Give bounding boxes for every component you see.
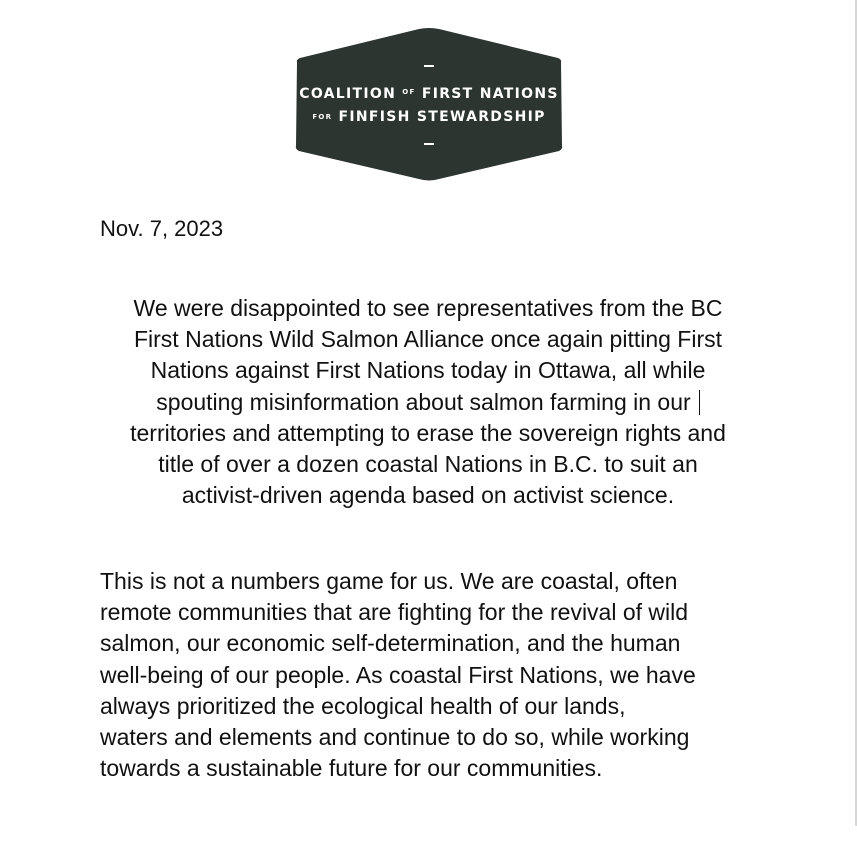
paragraph-2-line: towards a sustainable future for our communities. <box>100 755 603 782</box>
logo-line-2 <box>312 107 545 125</box>
logo-top-dash <box>424 65 434 67</box>
paragraph-2-line: salmon, our economic self-determination, and the human <box>100 630 681 657</box>
paragraph-1-line: Nations against First Nations today in Ottawa, all while <box>150 357 706 384</box>
paragraph-1-line: activist-driven agenda based on activist science. <box>181 482 675 509</box>
paragraph-2-line: always prioritized the ecological health of our lands, <box>100 692 626 719</box>
paragraph-2-line: well-being of our people. As coastal First Nations, we have <box>100 661 696 688</box>
paragraph-1-line: First Nations Wild Salmon Alliance once again pitting First <box>133 326 723 353</box>
document-date: Nov. 7, 2023 <box>100 216 224 241</box>
logo-badge-shape <box>295 28 563 181</box>
coalition-logo <box>295 28 563 181</box>
logo-line-2-for: FOR <box>312 113 333 121</box>
logo-line-1-coalition: COALITION <box>299 86 397 102</box>
logo-line-1-of: OF <box>402 88 416 96</box>
logo-badge-background <box>296 28 562 181</box>
paragraph-1-line: title of over a dozen coastal Nations in B.C. to suit an <box>158 451 698 478</box>
logo-line-1-first-nations: FIRST NATIONS <box>421 86 559 102</box>
paragraph-1-line: spouting misinformation about salmon farming in our <box>156 388 691 415</box>
logo-line-2-finfish-stewardship: FINFISH STEWARDSHIP <box>338 109 546 125</box>
text-cursor <box>699 390 700 415</box>
paragraph-1-line: We were disappointed to see representatives from the BC <box>133 295 723 321</box>
paragraph-2-line: remote communities that are fighting for the revival of wild <box>100 599 689 626</box>
paragraph-2-line: waters and elements and continue to do so, while working <box>100 724 690 751</box>
paragraph-2-line: This is not a numbers game for us. We are coastal, often <box>100 568 678 594</box>
logo-bottom-dash <box>424 143 434 145</box>
paragraph-1-line-with-cursor <box>98 387 758 418</box>
statement-paragraph-1 <box>98 293 758 511</box>
paragraph-1-line: territories and attempting to erase the sovereign rights and <box>130 419 726 446</box>
statement-paragraph-2 <box>100 566 765 784</box>
